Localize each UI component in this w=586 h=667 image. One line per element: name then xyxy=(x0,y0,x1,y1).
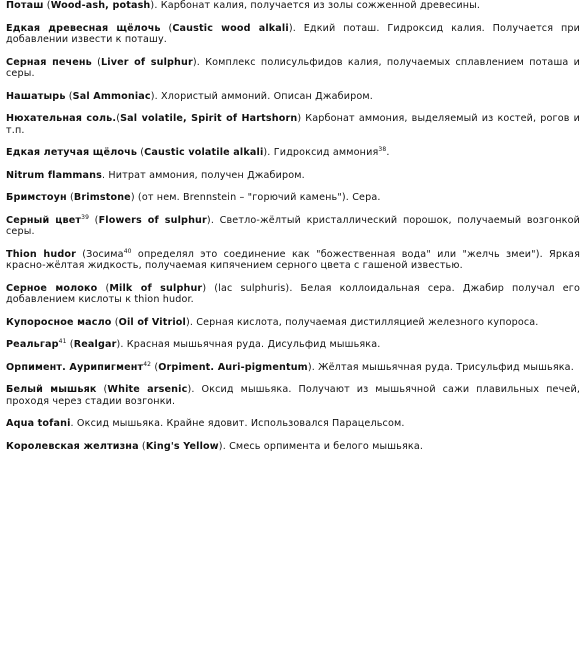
entry-latin-term: White arsenic xyxy=(107,384,188,395)
entry-description: . Оксид мышьяка. Крайне ядовит. Использовался Парацельсом. xyxy=(70,418,405,429)
entry-term: Серное молоко xyxy=(6,282,98,294)
entry-nitrum-flammans xyxy=(6,170,580,182)
entry-term: Nitrum flammans xyxy=(6,169,102,181)
entry-latin-term: Caustic volatile alkali xyxy=(144,147,264,158)
entry-description: . Карбонат калия, получается из золы сожженной древесины. xyxy=(154,0,481,11)
entry-term: Белый мышьяк xyxy=(6,384,97,395)
entry-description: . Красная мышьячная руда. Дисульфид мышьяка. xyxy=(120,339,381,350)
entry-term: Едкая летучая щёлочь xyxy=(6,147,138,158)
entry-description: (от нем. Brennstein – "горючий камень"). Сера. xyxy=(134,192,381,203)
entry-potash: Поташ (Wood-ash, potash). Карбонат калия, получается из золы сожженной древесины. xyxy=(6,0,481,11)
entry-description: . Комплекс полисульфидов калия, получаемых сплавлением поташа и серы. xyxy=(6,56,581,79)
footnote-marker: 41 xyxy=(58,337,67,345)
entry-term: Орпимент. Аурипигмент xyxy=(6,361,144,373)
footnote-marker: 42 xyxy=(143,360,152,368)
entry-description-tail: определял это соединение как "божественная вода" или "желчь змеи"). Яркая красно-жёлтая жидкость, получаемая кипячением серного цвета с гашеной известью. xyxy=(6,248,581,271)
entry-description: . Оксид мышьяка. Получают из мышьячной сажи плавильных печей, проходя через стадии возгонки. xyxy=(6,384,581,407)
entry-flowers-of-sulphur: Серный цвет$^{39}$ (Flowers of sulphur). Светло-жёлтый кристаллический порошок, получаемый возгонкой серы. xyxy=(6,213,580,237)
entry-latin-term: Oil of Vitriol xyxy=(118,316,186,328)
entry-term: Aqua tofani xyxy=(6,418,71,429)
entry-description: . Едкий поташ. Гидроксид калия. Получается при добавлении извести к поташу. xyxy=(6,22,580,45)
entry-latin-term: Liver of sulphur xyxy=(101,56,193,68)
entry-orpiment: Орпимент. Аурипигмент$^{42}$ (Orpiment. Auri-pigmentum). Жёлтая мышьячная руда. Трисульфид мышьяка. xyxy=(6,360,574,373)
entry-milk-of-sulphur: Серное молоко (Milk of sulphur) (lac sulphuris). Белая коллоидальная сера. Джабир получал его добавлением кислоты к thion hudor. xyxy=(6,282,580,305)
entry-sal-volatile: Нюхательная соль.(Sal volatile, Spirit of Hartshorn) Карбонат аммония, выделяемый из костей, рогов и т.п. xyxy=(6,113,580,136)
entry-thion-hudor xyxy=(6,249,580,272)
entry-description: . Гидроксид аммония xyxy=(267,147,379,158)
entry-term: Нашатырь xyxy=(6,90,66,102)
entry-latin-term: Sal Ammoniac xyxy=(72,90,151,102)
entry-latin-term: Orpiment. Auri-pigmentum xyxy=(158,361,308,373)
entry-description: . Хлористый аммоний. Описан Джабиром. xyxy=(154,90,373,102)
entry-term: Серная печень xyxy=(6,56,92,68)
entry-description: . Светло-жёлтый кристаллический порошок, получаемый возгонкой серы. xyxy=(6,214,580,237)
entry-latin-term: Sal volatile, Spirit of Hartshorn xyxy=(120,113,298,124)
entry-latin-term: King's Yellow xyxy=(145,440,219,452)
footnote-marker: 39 xyxy=(81,213,90,221)
entry-caustic-volatile-alkali: Едкая летучая щёлочь (Caustic volatile alkali). Гидроксид аммония$^{38}$. xyxy=(6,145,390,158)
entry-brimstone: Бримстоун (Brimstone) (от нем. Brennstein – "горючий камень"). Сера. xyxy=(6,192,381,203)
entry-latin-term: Caustic wood alkali xyxy=(172,22,289,34)
entry-latin-term: Brimstone xyxy=(73,192,131,203)
entry-latin-term: Flowers of sulphur xyxy=(98,214,207,226)
entry-description-tail: . xyxy=(386,147,390,158)
entry-term: Королевская желтизна xyxy=(6,440,139,452)
footnote-marker: 40 xyxy=(123,247,132,255)
entry-latin-term: Wood-ash, potash xyxy=(50,0,151,11)
entry-aqua-tofani xyxy=(6,418,580,430)
entry-latin-term: Milk of sulphur xyxy=(109,282,203,294)
entry-sal-ammoniac: Нашатырь (Sal Ammoniac). Хлористый аммоний. Описан Джабиром. xyxy=(6,90,373,102)
entry-term: Поташ xyxy=(6,0,44,11)
entry-description: Карбонат аммония, выделяемый из костей, рогов и т.п. xyxy=(6,113,580,136)
entry-term: Бримстоун xyxy=(6,192,67,203)
entry-description: . Жёлтая мышьячная руда. Трисульфид мышьяка. xyxy=(311,361,574,373)
entry-term: Купоросное масло xyxy=(6,316,112,328)
entry-term: Реальгар xyxy=(6,339,59,350)
entry-caustic-wood-alkali: Едкая древесная щёлочь (Caustic wood alkali). Едкий поташ. Гидроксид калия. Получается при добавлении извести к поташу. xyxy=(6,22,580,45)
entry-white-arsenic: Белый мышьяк (White arsenic). Оксид мышьяка. Получают из мышьячной сажи плавильных печей, проходя через стадии возгонки. xyxy=(6,384,581,407)
entry-description: . Смесь орпимента и белого мышьяка. xyxy=(222,440,424,452)
entry-term: Thion hudor xyxy=(6,248,76,260)
entry-term: Серный цвет xyxy=(6,214,82,226)
entry-term: Едкая древесная щёлочь xyxy=(6,22,161,34)
entry-latin-term: Realgar xyxy=(73,339,117,350)
entry-realgar: Реальгар$^{41}$ (Realgar). Красная мышьячная руда. Дисульфид мышьяка. xyxy=(6,337,381,350)
entry-description: . Серная кислота, получаемая дистилляцией железного купороса. xyxy=(189,316,539,328)
footnote-marker: 38 xyxy=(378,145,387,153)
entry-kings-yellow: Королевская желтизна (King's Yellow). Смесь орпимента и белого мышьяка. xyxy=(6,440,424,452)
entry-description: (lac sulphuris). Белая коллоидальная сера. Джабир получал его добавлением кислоты к thion hudor. xyxy=(6,282,580,305)
entry-liver-of-sulphur: Серная печень (Liver of sulphur). Комплекс полисульфидов калия, получаемых сплавлением поташа и серы. xyxy=(6,56,581,79)
entry-description: . Нитрат аммония, получен Джабиром. xyxy=(102,169,305,181)
entry-description: (Зосима xyxy=(76,248,124,260)
entry-oil-of-vitriol: Купоросное масло (Oil of Vitriol). Серная кислота, получаемая дистилляцией железного купороса. xyxy=(6,316,539,328)
entry-term: Нюхательная соль. xyxy=(6,113,117,124)
